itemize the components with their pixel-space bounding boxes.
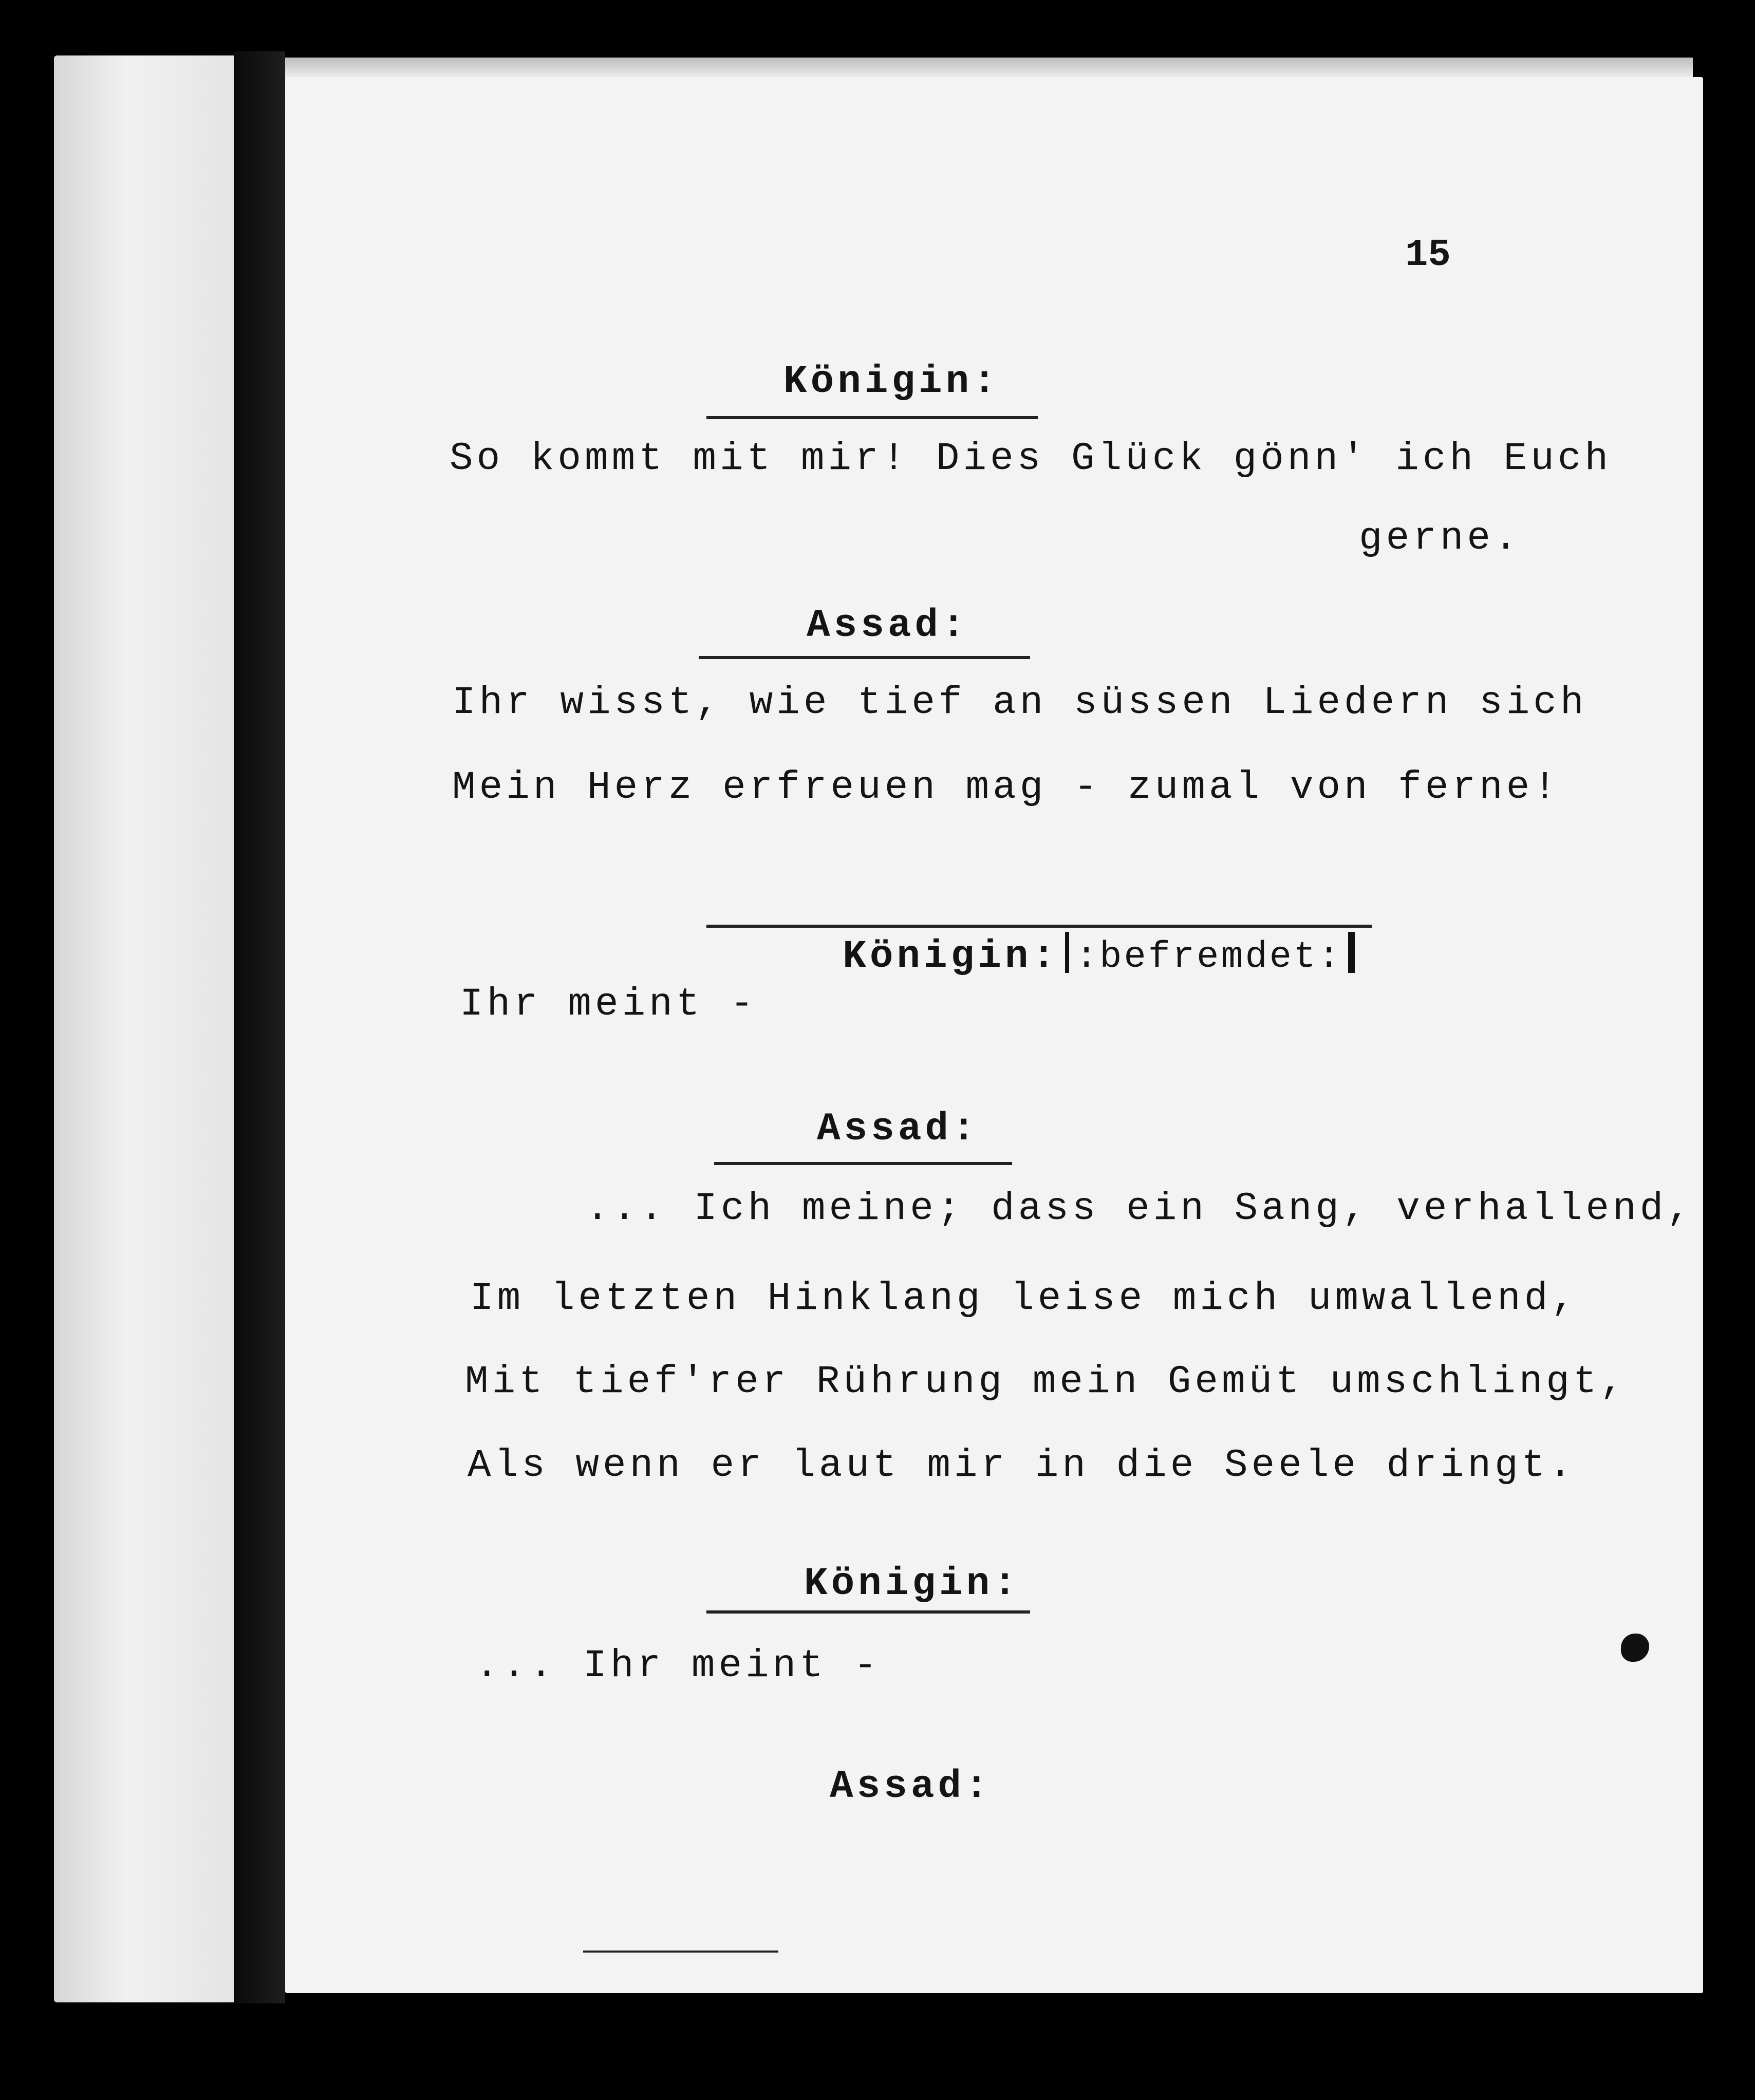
- speaker-underline: [699, 656, 1030, 659]
- dialogue-line: gerne.: [1359, 516, 1521, 560]
- speaker-underline: [706, 1610, 1030, 1614]
- dialogue-line: ... Ihr meint -: [475, 1644, 881, 1688]
- speaker-label: Königin:: [804, 1562, 1020, 1606]
- dialogue-line: Mit tief'rer Rührung mein Gemüt umschlingt,: [465, 1360, 1628, 1404]
- dialogue-line: Ihr meint -: [460, 982, 757, 1026]
- stacked-pages-edge: [285, 58, 1693, 78]
- speaker-label: Königin:: [783, 360, 1000, 404]
- dialogue-line: Ihr wisst, wie tief an süssen Liedern sich: [452, 681, 1588, 725]
- dialogue-line: Als wenn er laut mir in die Seele dringt.: [468, 1443, 1576, 1488]
- speaker-name: Königin:: [843, 934, 1059, 979]
- dialogue-line: ... Ich meine; dass ein Sang, verhallend,: [586, 1187, 1694, 1231]
- speaker-label: Assad:: [807, 604, 969, 648]
- page-number: 15: [1405, 234, 1451, 277]
- dialogue-line: So kommt mit mir! Dies Glück gönn' ich Euch: [450, 437, 1612, 481]
- speaker-underline: [583, 1951, 778, 1953]
- speaker-underline: [714, 1162, 1012, 1165]
- previous-page-edge: [54, 55, 236, 2002]
- dialogue-line: Im letzten Hinklang leise mich umwallend,: [470, 1277, 1578, 1321]
- speaker-underline: [706, 925, 1372, 928]
- speaker-label: Assad:: [830, 1765, 992, 1809]
- speaker-underline: [706, 416, 1038, 419]
- stage-direction: :befremdet:: [1075, 936, 1342, 978]
- dialogue-line: Mein Herz erfreuen mag - zumal von ferne!: [452, 765, 1560, 810]
- bracket-mark-left: [1065, 932, 1069, 973]
- binding-gutter: [234, 51, 285, 2003]
- bracket-mark-right: [1348, 932, 1355, 973]
- speaker-label: [789, 888, 1361, 979]
- speaker-label: Assad:: [817, 1107, 979, 1151]
